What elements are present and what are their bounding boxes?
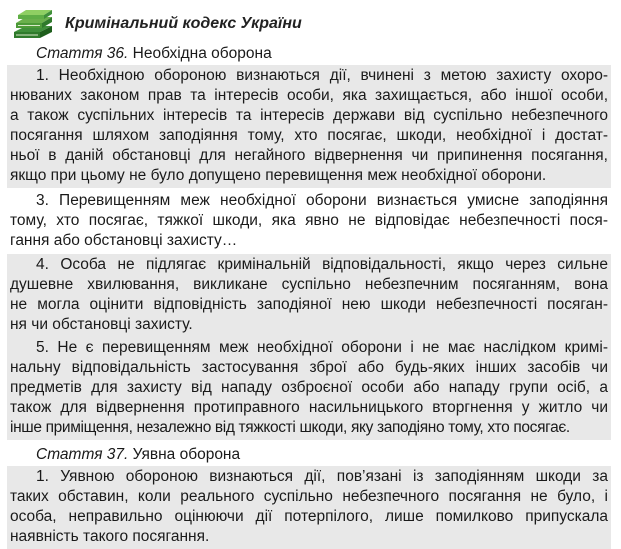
article-36-part-4 [7,254,611,337]
article-37-number: Стаття 37. [36,446,129,463]
paragraph-line: предметів для захисту від нападу озброєної особи або нападу групи осіб, а [10,379,608,396]
paragraph-line: тому, хто посягає, тяжкої шкоди, яка явно не відповідає небезпечності пося- [10,212,608,229]
book-stack-icon [10,6,56,42]
paragraph-line: а також суспільних інтересів та інтересів держави від суспільно небезпечного [10,107,608,124]
paragraph-line: посягання шляхом заподіяння тому, хто посягає, шкоди, необхідної і достат- [10,127,608,144]
paragraph-line: також для відвернення протиправного насильницького вторгнення у житло чи [10,399,608,416]
paragraph-line: 3. Перевищенням меж необхідної оборони визнається умисне заподіяння [36,192,608,209]
paragraph-line: гання або обстановці захисту… [10,232,238,249]
article-36-part-1 [7,65,611,188]
paragraph-line: ньої в даній обстановці для негайного відвернення чи припинення посягання, [10,147,608,164]
paragraph-line: нальну відповідальність застосування зброї або будь-яких інших засобів чи [10,359,608,376]
article-36-name: Необхідна оборона [128,45,272,62]
paragraph-line: наявність такого посягання. [10,528,210,545]
paragraph-line: якщо при цьому не було допущено перевищення меж необхідної оборони. [10,167,547,184]
header [10,6,610,42]
paragraph-line: 5. Не є перевищенням меж необхідної оборони і не має наслідком кримі- [36,339,608,356]
document-body [10,44,608,549]
article-37-heading [10,445,608,465]
paragraph-line: нюваних законом прав та інтересів особи, яка захищається, або іншої особи, [10,87,608,104]
article-36-heading [10,44,608,64]
paragraph-line: таких обставин, коли реального суспільно небезпечного посягання не було, і [10,488,608,505]
article-36-part-3 [10,191,608,251]
paragraph-line: інше приміщення, незалежно від тяжкості шкоди, яку заподіяно тому, хто посягає. [10,419,570,436]
document-title: Кримінальний кодекс України [65,15,302,32]
article-36-part-5 [7,337,611,440]
paragraph-line: 1. Уявною обороною визнаються дії, пов’язані із заподіянням шкоди за [36,468,608,485]
paragraph-line: ня чи обстановці захисту. [10,316,193,333]
paragraph-line: особа, неправильно оцінюючи дії потерпілого, лише помилково припускала [10,508,608,525]
paragraph-line: не могла оцінити відповідність заподіяної нею шкоди небезпечності посяган- [10,296,608,313]
paragraph-line: 1. Необхідною обороною визнаються дії, вчинені з метою захисту охоро- [36,67,608,84]
article-37-part-1 [7,466,611,549]
paragraph-line: душевне хвилювання, викликане суспільно небезпечним посяганням, вона [10,276,608,293]
paragraph-line: 4. Особа не підлягає кримінальній відповідальності, якщо через сильне [36,256,608,273]
article-36-number: Стаття 36. [36,45,129,62]
article-37-name: Уявна оборона [128,446,241,463]
